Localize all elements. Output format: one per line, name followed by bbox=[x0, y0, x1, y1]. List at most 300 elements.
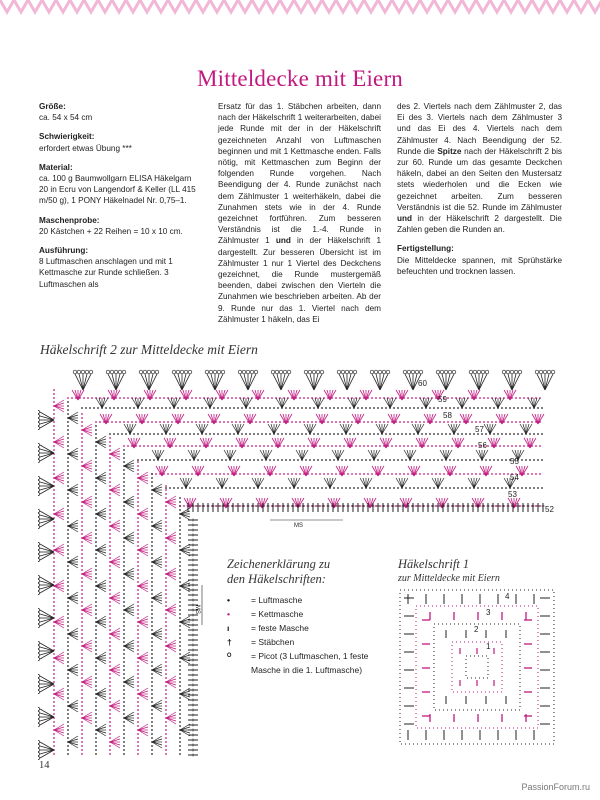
chain-stitch bbox=[151, 521, 153, 523]
chain-stitch bbox=[137, 649, 139, 651]
fan-stitch bbox=[54, 691, 64, 694]
chain-stitch bbox=[179, 641, 181, 643]
chain-stitch bbox=[219, 421, 221, 423]
picot-mark bbox=[320, 370, 324, 374]
fan-stitch bbox=[182, 374, 186, 390]
fan-stitch bbox=[54, 724, 64, 730]
chain-stitch bbox=[235, 445, 237, 447]
fan-stitch bbox=[152, 598, 162, 601]
chain-stitch bbox=[109, 605, 111, 607]
picot-mark bbox=[316, 370, 320, 374]
chain-stitch bbox=[205, 459, 207, 461]
round-4 bbox=[400, 590, 554, 744]
chain-stitch bbox=[109, 549, 111, 551]
chain-stitch bbox=[123, 581, 125, 583]
fan-stitch bbox=[216, 390, 222, 400]
picot-mark bbox=[246, 370, 250, 374]
fan-stitch bbox=[423, 398, 426, 408]
chain-stitch bbox=[299, 473, 301, 475]
chain-stitch bbox=[123, 637, 125, 639]
fan-stitch bbox=[410, 450, 413, 460]
chain-stitch bbox=[213, 407, 215, 409]
fan-stitch bbox=[451, 424, 454, 434]
fan-stitch bbox=[210, 398, 216, 408]
chain-stitch bbox=[151, 577, 153, 579]
chain-stitch bbox=[95, 533, 97, 535]
fan-stitch bbox=[40, 486, 54, 494]
fan-stitch bbox=[110, 739, 120, 742]
fan-stitch bbox=[75, 374, 83, 390]
chain-stitch bbox=[509, 407, 511, 409]
chain-stitch bbox=[527, 473, 529, 475]
fan-stitch bbox=[82, 496, 92, 502]
chain-stitch bbox=[165, 487, 167, 489]
chain-stitch bbox=[53, 681, 55, 683]
chain-stitch bbox=[487, 397, 489, 399]
chain-stitch bbox=[189, 433, 191, 435]
fan-stitch bbox=[274, 424, 280, 434]
chain-stitch bbox=[67, 725, 69, 727]
fan-stitch bbox=[68, 706, 78, 709]
chain-stitch bbox=[123, 689, 125, 691]
chain-stitch bbox=[515, 397, 517, 399]
chain-stitch bbox=[413, 407, 415, 409]
chain-stitch bbox=[165, 625, 167, 627]
chain-stitch bbox=[417, 407, 419, 409]
fan-stitch bbox=[306, 374, 314, 390]
chain-stitch bbox=[81, 493, 83, 495]
fan-stitch bbox=[40, 614, 54, 618]
round-label: 59 bbox=[438, 395, 447, 404]
chain-stitch bbox=[341, 487, 343, 489]
fan-stitch bbox=[40, 643, 54, 651]
chain-stitch bbox=[289, 407, 291, 409]
fan-stitch bbox=[82, 568, 92, 574]
fan-stitch bbox=[248, 374, 252, 390]
chain-stitch bbox=[151, 745, 153, 747]
chain-stitch bbox=[137, 493, 139, 495]
chain-stitch bbox=[81, 557, 83, 559]
chain-stitch bbox=[67, 473, 69, 475]
chain-stitch bbox=[95, 701, 97, 703]
fan-stitch bbox=[388, 414, 394, 424]
chain-stitch bbox=[95, 425, 97, 427]
picot-mark bbox=[473, 370, 477, 374]
chain-stitch bbox=[81, 661, 83, 663]
fan-stitch bbox=[54, 514, 64, 520]
material-heading: Material: bbox=[39, 162, 73, 172]
chain-stitch bbox=[539, 445, 541, 447]
picot-mark bbox=[38, 521, 40, 524]
fan-stitch bbox=[110, 628, 120, 634]
chain-stitch bbox=[517, 407, 519, 409]
fan-stitch bbox=[166, 712, 176, 718]
fan-stitch bbox=[363, 478, 366, 488]
chain-stitch bbox=[95, 725, 97, 727]
picot-mark bbox=[38, 455, 40, 458]
chain-stitch bbox=[53, 713, 55, 715]
chain-stitch bbox=[109, 673, 111, 675]
chain-stitch bbox=[179, 541, 181, 543]
chain-stitch bbox=[433, 459, 435, 461]
chain-stitch bbox=[109, 749, 111, 751]
chain-stitch bbox=[225, 407, 227, 409]
chain-stitch bbox=[105, 407, 107, 409]
chain-stitch bbox=[417, 459, 419, 461]
chain-stitch bbox=[165, 677, 167, 679]
chain-stitch bbox=[67, 625, 69, 627]
chain-stitch bbox=[185, 459, 187, 461]
fan-stitch bbox=[442, 374, 446, 390]
fan-stitch bbox=[210, 398, 213, 408]
chain-stitch bbox=[179, 713, 181, 715]
picot-mark bbox=[38, 410, 40, 413]
chain-stitch bbox=[271, 445, 273, 447]
chain-stitch bbox=[119, 397, 121, 399]
fan-stitch bbox=[372, 466, 378, 476]
chain-stitch bbox=[165, 613, 167, 615]
finishing-text: Die Mitteldecke spannen, mit Sprühstärke befeuchten und trocknen lassen. bbox=[397, 255, 562, 276]
fan-stitch bbox=[415, 424, 418, 434]
fan-stitch bbox=[68, 526, 78, 532]
fan-stitch bbox=[512, 374, 520, 390]
chain-stitch bbox=[519, 445, 521, 447]
chain-stitch bbox=[401, 407, 403, 409]
chain-stitch bbox=[67, 601, 69, 603]
chain-stitch bbox=[53, 569, 55, 571]
fan-stitch bbox=[482, 450, 488, 460]
chain-stitch bbox=[485, 487, 487, 489]
picot-mark bbox=[38, 587, 40, 590]
chain-stitch bbox=[267, 421, 269, 423]
fan-stitch bbox=[68, 670, 78, 673]
chain-stitch bbox=[67, 565, 69, 567]
fan-stitch bbox=[376, 424, 382, 434]
chain-stitch bbox=[95, 569, 97, 571]
chain-stitch bbox=[197, 433, 199, 435]
chain-stitch bbox=[179, 625, 181, 627]
fan-stitch bbox=[96, 724, 106, 730]
chain-stitch bbox=[67, 401, 69, 403]
chain-stitch bbox=[173, 433, 175, 435]
chain-stitch bbox=[67, 665, 69, 667]
fan-stitch bbox=[68, 484, 78, 490]
fan-stitch bbox=[68, 412, 78, 418]
fan-stitch bbox=[252, 390, 258, 400]
picot-mark bbox=[38, 451, 40, 454]
fan-stitch bbox=[110, 598, 120, 604]
chain-stitch bbox=[95, 625, 97, 627]
fan-stitch bbox=[171, 398, 174, 408]
fan-stitch bbox=[40, 416, 54, 420]
chain-stitch bbox=[95, 677, 97, 679]
chain-stitch bbox=[403, 445, 405, 447]
chain-stitch bbox=[353, 487, 355, 489]
fan-stitch bbox=[416, 438, 422, 448]
fan-stitch bbox=[40, 717, 54, 725]
chain-stitch bbox=[123, 721, 125, 723]
chain-stitch bbox=[291, 445, 293, 447]
chain-stitch bbox=[401, 459, 403, 461]
chain-stitch bbox=[123, 449, 125, 451]
fan-stitch bbox=[532, 414, 538, 424]
chain-stitch bbox=[225, 487, 227, 489]
fan-stitch bbox=[40, 486, 54, 490]
chain-stitch bbox=[53, 641, 55, 643]
chain-stitch bbox=[67, 537, 69, 539]
fan-stitch bbox=[152, 736, 162, 742]
chain-stitch bbox=[323, 445, 325, 447]
chain-stitch bbox=[95, 649, 97, 651]
chain-stitch bbox=[159, 397, 161, 399]
chain-stitch bbox=[151, 613, 153, 615]
legend-item: • = Kettmasche bbox=[227, 609, 304, 619]
picot-mark bbox=[38, 418, 40, 421]
chain-stitch bbox=[213, 459, 215, 461]
chain-stitch bbox=[273, 487, 275, 489]
fan-stitch bbox=[40, 684, 54, 688]
chain-stitch bbox=[81, 733, 83, 735]
chain-stitch bbox=[165, 597, 167, 599]
chain-stitch bbox=[173, 487, 175, 489]
chain-stitch bbox=[317, 459, 319, 461]
fan-stitch bbox=[96, 478, 106, 484]
chain-stitch bbox=[165, 633, 167, 635]
chain-stitch bbox=[179, 749, 181, 751]
chain-stitch bbox=[81, 629, 83, 631]
fan-stitch bbox=[54, 436, 64, 442]
chain-stitch bbox=[511, 445, 513, 447]
chain-stitch bbox=[67, 661, 69, 663]
chain-stitch bbox=[459, 421, 461, 423]
chain-stitch bbox=[109, 533, 111, 535]
chain-stitch bbox=[383, 421, 385, 423]
chain-stitch bbox=[137, 677, 139, 679]
chain-stitch bbox=[67, 745, 69, 747]
chain-stitch bbox=[179, 633, 181, 635]
chain-stitch bbox=[81, 697, 83, 699]
execution-text: 8 Luftmaschen anschlagen und mit 1 Kettmasche zur Runde schließen. 3 Luftmaschen als bbox=[39, 257, 173, 289]
fan-stitch bbox=[40, 680, 54, 684]
fan-stitch bbox=[100, 414, 106, 424]
chain-stitch bbox=[151, 605, 153, 607]
fan-stitch bbox=[96, 727, 106, 730]
fan-stitch bbox=[194, 450, 200, 460]
fan-stitch bbox=[374, 450, 380, 460]
fan-stitch bbox=[479, 374, 487, 390]
fan-stitch bbox=[152, 526, 162, 529]
fan-stitch bbox=[214, 414, 220, 424]
fan-stitch bbox=[124, 646, 134, 652]
fan-stitch bbox=[405, 374, 413, 390]
fan-stitch bbox=[166, 424, 172, 434]
chain-stitch bbox=[165, 505, 167, 507]
chain-stitch bbox=[257, 433, 259, 435]
chain-stitch bbox=[137, 737, 139, 739]
chain-stitch bbox=[81, 425, 83, 427]
chain-stitch bbox=[453, 487, 455, 489]
chain-stitch bbox=[155, 445, 157, 447]
chain-stitch bbox=[303, 445, 305, 447]
chain-stitch bbox=[123, 473, 125, 475]
fan-stitch bbox=[124, 574, 134, 580]
fan-stitch bbox=[40, 449, 54, 453]
fan-stitch bbox=[199, 424, 202, 434]
picot-mark bbox=[378, 370, 382, 374]
chain-stitch bbox=[245, 487, 247, 489]
picot-mark bbox=[275, 370, 279, 374]
fan-stitch bbox=[135, 398, 138, 408]
chain-stitch bbox=[489, 487, 491, 489]
chain-stitch bbox=[335, 445, 337, 447]
chain-stitch bbox=[345, 487, 347, 489]
chain-stitch bbox=[273, 459, 275, 461]
chain-stitch bbox=[435, 445, 437, 447]
fan-stitch bbox=[474, 390, 480, 400]
chain-stitch bbox=[67, 397, 69, 399]
fan-stitch bbox=[219, 478, 222, 488]
picot-mark bbox=[147, 370, 151, 374]
fan-stitch bbox=[124, 682, 134, 685]
chain-stitch bbox=[473, 407, 475, 409]
fan-stitch bbox=[346, 424, 349, 434]
legend-item: † = Stäbchen bbox=[227, 637, 295, 647]
chain-stitch bbox=[395, 473, 397, 475]
fan-stitch bbox=[232, 424, 238, 434]
chain-stitch bbox=[263, 421, 265, 423]
chain-stitch bbox=[153, 459, 155, 461]
chain-stitch bbox=[309, 407, 311, 409]
fan-stitch bbox=[484, 424, 490, 434]
chain-stitch bbox=[313, 459, 315, 461]
fan-stitch bbox=[124, 646, 134, 649]
chain-stitch bbox=[123, 697, 125, 699]
fan-stitch bbox=[332, 450, 338, 460]
chain-stitch bbox=[81, 725, 83, 727]
chain-stitch bbox=[93, 407, 95, 409]
fan-stitch bbox=[180, 514, 190, 520]
fan-stitch bbox=[124, 610, 134, 613]
fan-stitch bbox=[155, 450, 158, 460]
chain-stitch bbox=[123, 461, 125, 463]
chain-stitch bbox=[81, 605, 83, 607]
fan-stitch bbox=[180, 691, 190, 694]
fan-stitch bbox=[124, 460, 134, 466]
fan-stitch bbox=[138, 580, 148, 586]
chain-stitch bbox=[493, 487, 495, 489]
fan-stitch bbox=[256, 498, 262, 508]
chain-stitch bbox=[351, 473, 353, 475]
fan-stitch bbox=[54, 652, 64, 658]
chain-stitch bbox=[95, 709, 97, 711]
chain-stitch bbox=[305, 433, 307, 435]
fan-stitch bbox=[222, 390, 228, 400]
chain-stitch bbox=[53, 389, 55, 391]
chain-stitch bbox=[151, 581, 153, 583]
fan-stitch bbox=[138, 550, 148, 556]
fan-stitch bbox=[110, 634, 120, 637]
chain-stitch bbox=[429, 433, 431, 435]
legend-item: ı = feste Masche bbox=[227, 623, 309, 633]
chain-stitch bbox=[67, 605, 69, 607]
picot-mark bbox=[118, 370, 122, 374]
chain-stitch bbox=[303, 421, 305, 423]
chain-stitch bbox=[195, 421, 197, 423]
chain-stitch bbox=[81, 517, 83, 519]
chain-stitch bbox=[53, 665, 55, 667]
fan-stitch bbox=[360, 390, 366, 400]
picot-mark bbox=[38, 447, 40, 450]
chain-stitch bbox=[469, 487, 471, 489]
chain-stitch bbox=[227, 445, 229, 447]
chain-stitch bbox=[229, 487, 231, 489]
chain-stitch bbox=[289, 487, 291, 489]
picot-mark bbox=[551, 370, 555, 374]
chain-stitch bbox=[363, 445, 365, 447]
chain-stitch bbox=[123, 569, 125, 571]
chain-stitch bbox=[137, 517, 139, 519]
chain-stitch bbox=[211, 445, 213, 447]
fan-stitch bbox=[138, 691, 148, 694]
chain-stitch bbox=[325, 487, 327, 489]
chain-stitch bbox=[109, 701, 111, 703]
fan-stitch bbox=[200, 438, 206, 448]
fan-stitch bbox=[82, 463, 92, 466]
picot-mark bbox=[38, 711, 40, 714]
chain-stitch bbox=[179, 653, 181, 655]
fan-stitch bbox=[366, 390, 372, 400]
chain-stitch bbox=[95, 485, 97, 487]
chain-stitch bbox=[53, 409, 55, 411]
chain-stitch bbox=[213, 487, 215, 489]
chain-stitch bbox=[463, 445, 465, 447]
chain-stitch bbox=[109, 541, 111, 543]
picot-mark bbox=[38, 744, 40, 747]
chain-stitch bbox=[477, 459, 479, 461]
chain-stitch bbox=[87, 397, 89, 399]
chain-stitch bbox=[471, 421, 473, 423]
chain-stitch bbox=[67, 513, 69, 515]
fan-stitch bbox=[368, 450, 374, 460]
chain-stitch bbox=[179, 733, 181, 735]
chain-stitch bbox=[201, 487, 203, 489]
fan-stitch bbox=[454, 424, 460, 434]
fan-stitch bbox=[124, 466, 134, 469]
chain-stitch bbox=[137, 553, 139, 555]
chain-stitch bbox=[137, 581, 139, 583]
fan-stitch bbox=[114, 390, 120, 400]
chain-stitch bbox=[123, 713, 125, 715]
chain-stitch bbox=[465, 407, 467, 409]
picot-mark bbox=[38, 554, 40, 557]
chain-stitch bbox=[109, 617, 111, 619]
chain-stitch bbox=[95, 689, 97, 691]
fan-stitch bbox=[138, 511, 148, 514]
chain-stitch bbox=[379, 397, 381, 399]
chain-stitch bbox=[123, 705, 125, 707]
picot-mark bbox=[374, 370, 378, 374]
fan-stitch bbox=[110, 592, 120, 598]
chain-stitch bbox=[405, 407, 407, 409]
chain-stitch bbox=[445, 487, 447, 489]
fan-stitch bbox=[382, 424, 385, 434]
chain-stitch bbox=[53, 745, 55, 747]
chain-stitch bbox=[497, 459, 499, 461]
chain-stitch bbox=[501, 459, 503, 461]
fan-stitch bbox=[222, 478, 228, 488]
chain-stitch bbox=[109, 601, 111, 603]
chain-stitch bbox=[95, 573, 97, 575]
